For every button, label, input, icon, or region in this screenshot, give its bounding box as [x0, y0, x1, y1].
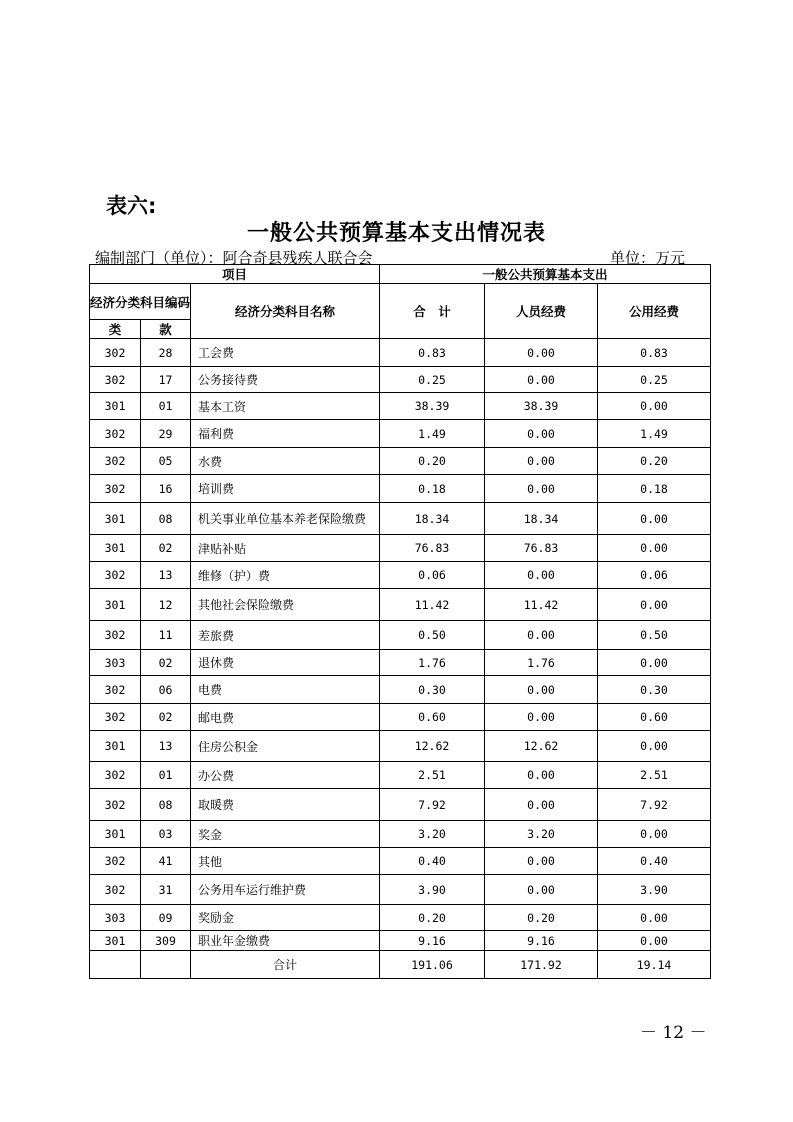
- cell-name: 差旅费: [191, 621, 380, 650]
- cell-kuan: 31: [141, 875, 191, 905]
- cell-public: 0.06: [598, 562, 711, 589]
- cell-total: 0.20: [380, 448, 485, 475]
- cell-kuan: 11: [141, 621, 191, 650]
- total-lei: [90, 951, 141, 979]
- cell-name: 公务用车运行维护费: [191, 875, 380, 905]
- table-row: [90, 789, 711, 821]
- table-row: [90, 621, 711, 650]
- cell-total: 76.83: [380, 535, 485, 562]
- header-public: 公用经费: [598, 284, 711, 339]
- page-title: 一般公共预算基本支出情况表: [246, 221, 546, 246]
- total-row: [90, 951, 711, 979]
- cell-name: 津贴补贴: [191, 535, 380, 562]
- cell-name: 公务接待费: [191, 367, 380, 393]
- unit-label: 单位：万元: [609, 249, 685, 267]
- table-row: [90, 704, 711, 731]
- cell-public: 0.00: [598, 535, 711, 562]
- cell-public: 0.25: [598, 367, 711, 393]
- cell-kuan: 29: [141, 420, 191, 448]
- table-row: [90, 762, 711, 789]
- cell-public: 0.18: [598, 475, 711, 503]
- total-kuan: [141, 951, 191, 979]
- table-row: [90, 535, 711, 562]
- cell-personnel: 11.42: [485, 589, 598, 621]
- cell-kuan: 16: [141, 475, 191, 503]
- cell-name: 办公费: [191, 762, 380, 789]
- cell-public: 0.40: [598, 848, 711, 875]
- cell-name: 电费: [191, 676, 380, 704]
- cell-total: 9.16: [380, 931, 485, 951]
- cell-personnel: 0.00: [485, 762, 598, 789]
- cell-kuan: 02: [141, 704, 191, 731]
- cell-personnel: 0.00: [485, 875, 598, 905]
- cell-total: 0.25: [380, 367, 485, 393]
- cell-kuan: 08: [141, 503, 191, 535]
- table-row: [90, 905, 711, 931]
- cell-lei: 302: [90, 621, 141, 650]
- table-row: [90, 475, 711, 503]
- cell-public: 1.49: [598, 420, 711, 448]
- cell-personnel: 0.20: [485, 905, 598, 931]
- cell-name: 维修（护）费: [191, 562, 380, 589]
- cell-name: 机关事业单位基本养老保险缴费: [191, 503, 380, 535]
- cell-total: 1.49: [380, 420, 485, 448]
- total-label: 合计: [191, 951, 380, 979]
- cell-personnel: 38.39: [485, 393, 598, 420]
- table-row: [90, 731, 711, 762]
- cell-personnel: 0.00: [485, 448, 598, 475]
- cell-lei: 302: [90, 789, 141, 821]
- cell-kuan: 05: [141, 448, 191, 475]
- cell-name: 福利费: [191, 420, 380, 448]
- cell-total: 3.90: [380, 875, 485, 905]
- cell-total: 0.30: [380, 676, 485, 704]
- cell-kuan: 09: [141, 905, 191, 931]
- cell-personnel: 0.00: [485, 562, 598, 589]
- cell-personnel: 18.34: [485, 503, 598, 535]
- cell-total: 0.18: [380, 475, 485, 503]
- cell-kuan: 06: [141, 676, 191, 704]
- cell-total: 1.76: [380, 650, 485, 676]
- cell-public: 0.00: [598, 589, 711, 621]
- cell-name: 其他社会保险缴费: [191, 589, 380, 621]
- cell-public: 0.00: [598, 905, 711, 931]
- cell-total: 11.42: [380, 589, 485, 621]
- cell-name: 基本工资: [191, 393, 380, 420]
- cell-personnel: 1.76: [485, 650, 598, 676]
- cell-total: 7.92: [380, 789, 485, 821]
- table-row: [90, 339, 711, 367]
- cell-lei: 301: [90, 503, 141, 535]
- table-row: [90, 367, 711, 393]
- cell-lei: 302: [90, 420, 141, 448]
- header-kuan: 款: [141, 320, 191, 339]
- cell-public: 3.90: [598, 875, 711, 905]
- cell-personnel: 0.00: [485, 621, 598, 650]
- cell-name: 培训费: [191, 475, 380, 503]
- cell-lei: 302: [90, 562, 141, 589]
- cell-personnel: 9.16: [485, 931, 598, 951]
- cell-name: 住房公积金: [191, 731, 380, 762]
- cell-name: 工会费: [191, 339, 380, 367]
- table-row: [90, 676, 711, 704]
- cell-public: 0.20: [598, 448, 711, 475]
- cell-lei: 302: [90, 704, 141, 731]
- cell-lei: 302: [90, 475, 141, 503]
- cell-total: 0.06: [380, 562, 485, 589]
- cell-total: 12.62: [380, 731, 485, 762]
- header-econ-code: 经济分类科目编码: [90, 284, 191, 320]
- cell-personnel: 0.00: [485, 676, 598, 704]
- department-label: 编制部门（单位）：阿合奇县残疾人联合会: [95, 249, 373, 267]
- cell-kuan: 41: [141, 848, 191, 875]
- cell-name: 职业年金缴费: [191, 931, 380, 951]
- cell-public: 0.83: [598, 339, 711, 367]
- cell-name: 其他: [191, 848, 380, 875]
- cell-kuan: 12: [141, 589, 191, 621]
- cell-lei: 301: [90, 931, 141, 951]
- total-sum: 191.06: [380, 951, 485, 979]
- cell-public: 7.92: [598, 789, 711, 821]
- table-row: [90, 393, 711, 420]
- cell-public: 0.00: [598, 931, 711, 951]
- cell-lei: 301: [90, 821, 141, 848]
- cell-kuan: 03: [141, 821, 191, 848]
- cell-kuan: 01: [141, 762, 191, 789]
- table-row: [90, 420, 711, 448]
- total-public: 19.14: [598, 951, 711, 979]
- cell-personnel: 0.00: [485, 704, 598, 731]
- cell-name: 奖励金: [191, 905, 380, 931]
- cell-lei: 302: [90, 762, 141, 789]
- cell-personnel: 0.00: [485, 789, 598, 821]
- cell-total: 18.34: [380, 503, 485, 535]
- cell-public: 0.30: [598, 676, 711, 704]
- cell-lei: 301: [90, 589, 141, 621]
- header-personnel: 人员经费: [485, 284, 598, 339]
- cell-personnel: 0.00: [485, 420, 598, 448]
- table-row: [90, 821, 711, 848]
- table-body: [90, 339, 711, 951]
- table-row: [90, 448, 711, 475]
- cell-lei: 303: [90, 905, 141, 931]
- cell-name: 奖金: [191, 821, 380, 848]
- cell-name: 退休费: [191, 650, 380, 676]
- cell-total: 0.50: [380, 621, 485, 650]
- cell-lei: 302: [90, 676, 141, 704]
- cell-kuan: 17: [141, 367, 191, 393]
- cell-kuan: 13: [141, 562, 191, 589]
- cell-public: 0.00: [598, 650, 711, 676]
- cell-personnel: 0.00: [485, 367, 598, 393]
- table-row: [90, 503, 711, 535]
- header-econ-name: 经济分类科目名称: [191, 284, 380, 339]
- table-row: [90, 875, 711, 905]
- cell-public: 0.50: [598, 621, 711, 650]
- cell-kuan: 08: [141, 789, 191, 821]
- header-general-budget: 一般公共预算基本支出: [380, 265, 711, 284]
- table-row: [90, 589, 711, 621]
- budget-table: [89, 264, 711, 979]
- cell-kuan: 01: [141, 393, 191, 420]
- cell-kuan: 02: [141, 535, 191, 562]
- header-item: 项目: [90, 265, 380, 284]
- cell-lei: 302: [90, 848, 141, 875]
- cell-total: 3.20: [380, 821, 485, 848]
- cell-public: 0.00: [598, 731, 711, 762]
- cell-public: 2.51: [598, 762, 711, 789]
- table-row: [90, 931, 711, 951]
- cell-total: 0.40: [380, 848, 485, 875]
- cell-name: 邮电费: [191, 704, 380, 731]
- cell-public: 0.00: [598, 821, 711, 848]
- cell-public: 0.60: [598, 704, 711, 731]
- cell-name: 水费: [191, 448, 380, 475]
- cell-personnel: 0.00: [485, 848, 598, 875]
- page-number: － 12 －: [640, 1023, 707, 1043]
- cell-personnel: 76.83: [485, 535, 598, 562]
- cell-lei: 301: [90, 731, 141, 762]
- cell-lei: 303: [90, 650, 141, 676]
- cell-personnel: 12.62: [485, 731, 598, 762]
- cell-kuan: 13: [141, 731, 191, 762]
- cell-personnel: 0.00: [485, 475, 598, 503]
- cell-personnel: 3.20: [485, 821, 598, 848]
- cell-public: 0.00: [598, 393, 711, 420]
- cell-kuan: 02: [141, 650, 191, 676]
- cell-total: 0.20: [380, 905, 485, 931]
- cell-lei: 302: [90, 875, 141, 905]
- header-total: 合 计: [380, 284, 485, 339]
- table-row: [90, 650, 711, 676]
- table-row: [90, 848, 711, 875]
- cell-total: 2.51: [380, 762, 485, 789]
- cell-total: 0.83: [380, 339, 485, 367]
- cell-lei: 302: [90, 339, 141, 367]
- cell-public: 0.00: [598, 503, 711, 535]
- cell-lei: 301: [90, 393, 141, 420]
- cell-lei: 301: [90, 535, 141, 562]
- cell-total: 0.60: [380, 704, 485, 731]
- cell-personnel: 0.00: [485, 339, 598, 367]
- table-row: [90, 562, 711, 589]
- table-label: 表六:: [106, 194, 157, 218]
- total-personnel: 171.92: [485, 951, 598, 979]
- cell-lei: 302: [90, 367, 141, 393]
- cell-kuan: 28: [141, 339, 191, 367]
- cell-name: 取暖费: [191, 789, 380, 821]
- cell-lei: 302: [90, 448, 141, 475]
- cell-total: 38.39: [380, 393, 485, 420]
- header-lei: 类: [90, 320, 141, 339]
- cell-kuan: 309: [141, 931, 191, 951]
